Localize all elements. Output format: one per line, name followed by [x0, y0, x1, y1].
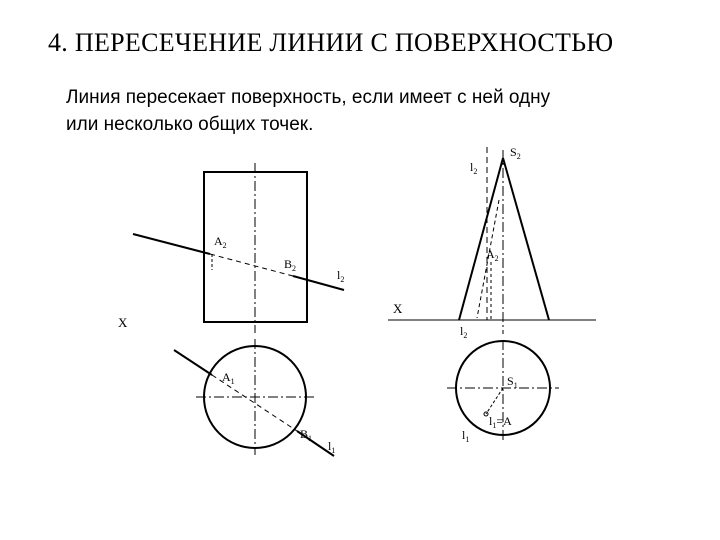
- body-text-line-1: Линия пересекает поверхность, если имеет с ней одну: [66, 87, 551, 108]
- body-text-line-2: или несколько общих точек.: [66, 114, 314, 135]
- line-l2-hidden-segment: [210, 254, 293, 276]
- horizontal-generatrix-projection: [486, 388, 503, 414]
- label-l2-bottom: $l_2$: [460, 324, 468, 340]
- label-s2: $S_2$: [510, 145, 521, 161]
- label-a1: $A_1$: [222, 370, 235, 386]
- label-b1: $B_1$: [300, 427, 313, 443]
- label-b2: $B_2$: [284, 257, 297, 273]
- slide-title: 4. ПЕРЕСЕЧЕНИЕ ЛИНИИ С ПОВЕРХНОСТЬЮ: [48, 28, 614, 57]
- line-l1-top-segment: [174, 350, 212, 375]
- cone-left-generatrix: [459, 158, 503, 320]
- label-a2-cone: $A_2$: [486, 247, 499, 263]
- cylinder-drawing: [133, 163, 344, 456]
- label-l1: $l_1$: [328, 439, 336, 455]
- line-l2-left-segment: [133, 234, 210, 254]
- label-s1: $S_1$: [507, 374, 518, 390]
- right-axis-label: X: [393, 301, 403, 316]
- label-l2-top: $l_2$: [470, 160, 478, 176]
- label-l1-equals-a: $l_1=A$: [489, 414, 512, 430]
- cone-right-generatrix: [503, 158, 549, 320]
- left-axis-label: X: [118, 315, 128, 330]
- label-l1-bottom: $l_1$: [462, 428, 470, 444]
- cone-drawing: [388, 147, 596, 442]
- label-a2: $A_2$: [214, 234, 227, 250]
- label-l2: $l_2$: [337, 268, 345, 284]
